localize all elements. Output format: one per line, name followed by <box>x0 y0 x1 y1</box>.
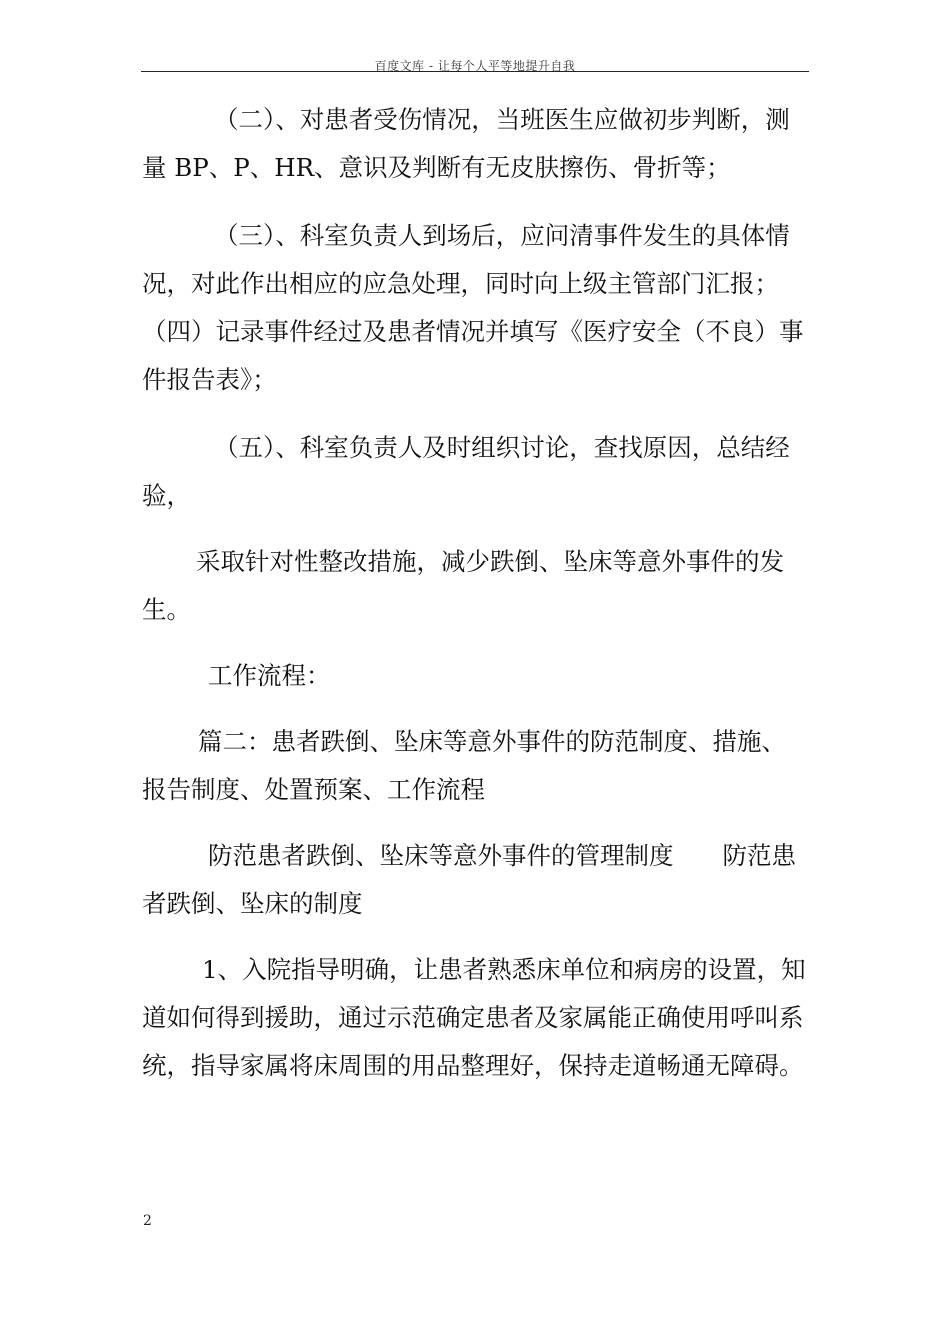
paragraph-2: （二）、对患者受伤情况，当班医生应做初步判断，测量 BP、P、HR、意识及判断有无皮肤擦伤、骨折等； <box>142 105 790 182</box>
page-number: 2 <box>143 1213 152 1229</box>
document-body <box>142 96 808 1090</box>
page-header: 百度文库 - 让每个人平等地提升自我 <box>374 59 576 73</box>
paragraph-4: （四）记录事件经过及患者情况并填写《医疗安全（不良）事件报告表》； <box>142 317 804 394</box>
paragraph-3: （三）、科室负责人到场后，应问清事件发生的具体情况，对此作出相应的应急处理，同时向上级主管部门汇报； <box>142 221 790 298</box>
paragraph-section-two-title: 篇二：患者跌倒、坠床等意外事件的防范制度、措施、报告制度、处置预案、工作流程 <box>142 727 786 804</box>
paragraph-item-1: 1、入院指导明确，让患者熟悉床单位和病房的设置，知道如何得到援助，通过示范确定患者及家属能正确使用呼叫系统，指导家属将床周围的用品整理好，保持走道畅通无障碍。 <box>142 955 806 1080</box>
header-divider <box>141 71 809 72</box>
paragraph-5: （五）、科室负责人及时组织讨论，查找原因，总结经验， <box>142 433 790 510</box>
paragraph-system-title: 防范患者跌倒、坠床等意外事件的管理制度 防范患者跌倒、坠床的制度 <box>142 841 796 918</box>
paragraph-workflow-label: 工作流程： <box>208 661 331 690</box>
paragraph-6: 采取针对性整改措施，减少跌倒、坠床等意外事件的发生。 <box>142 547 784 624</box>
